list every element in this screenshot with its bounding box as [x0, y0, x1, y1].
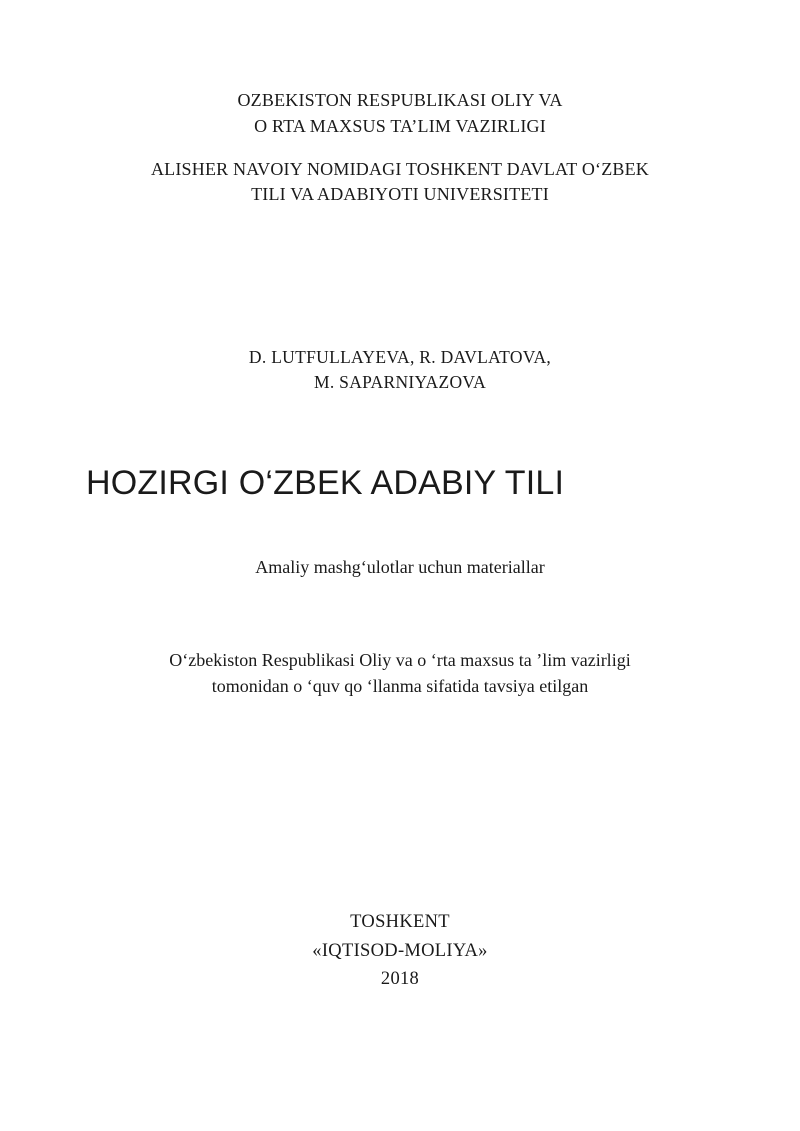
approval-line-2: tomonidan o ‘quv qo ‘llanma sifatida tavsiya etilgan	[211, 676, 589, 696]
university-line-2: TILI VA ADABIYOTI UNIVERSITETI	[251, 184, 549, 204]
authors-line-2: M. SAPARNIYAZOVA	[313, 372, 487, 392]
book-title: HOZIRGI O‘ZBEK ADABIY TILI	[86, 464, 565, 502]
book-subtitle: Amaliy mashg‘ulotlar uchun materiallar	[255, 557, 545, 577]
ministry-line-1: OZBEKISTON RESPUBLIKASI OLIY VA	[237, 90, 563, 110]
ministry-line-2: O RTA MAXSUS TA’LIM VAZIRLIGI	[254, 116, 546, 136]
university-line-1: ALISHER NAVOIY NOMIDAGI TOSHKENT DAVLAT O‘ZBEK	[150, 159, 650, 179]
imprint-year: 2018	[380, 969, 420, 989]
approval-line-1: O‘zbekiston Respublikasi Oliy va o ‘rta maxsus ta ’lim vazirligi	[169, 650, 631, 670]
imprint-publisher: «IQTISOD-MOLIYA»	[312, 941, 488, 961]
imprint-city: TOSHKENT	[350, 912, 450, 932]
authors-line-1: D. LUTFULLAYEVA, R. DAVLATOVA,	[248, 347, 552, 367]
